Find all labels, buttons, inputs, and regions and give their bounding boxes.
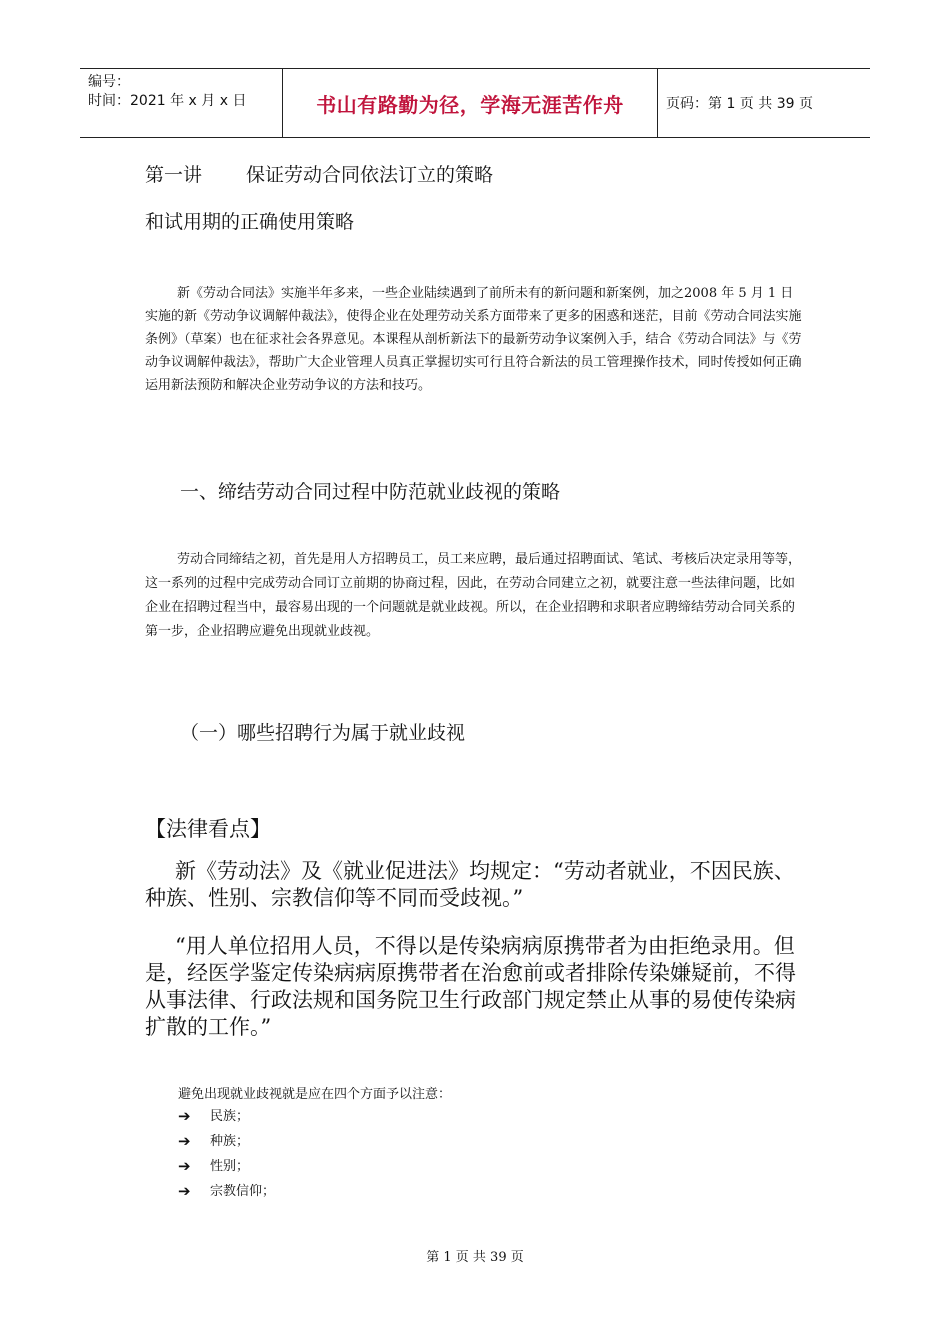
document-time-label: 时间：2021 年 x 月 x 日 — [88, 93, 247, 109]
header-motto: 书山有路勤为径，学海无涯苦作舟 — [316, 92, 624, 117]
arrow-right-icon: ➔ — [178, 1157, 191, 1175]
lecture-title-text: 保证劳动合同依法订立的策略 — [246, 164, 494, 186]
arrow-right-icon: ➔ — [178, 1132, 191, 1150]
list-item-label: 宗教信仰； — [210, 1184, 276, 1199]
page-header — [80, 68, 870, 138]
lecture-title-line1 — [145, 160, 493, 187]
law-paragraph-1: 新《劳动法》及《就业促进法》均规定：“劳动者就业，不因民族、种族、性别、宗教信仰等不同而受歧视。” — [145, 859, 795, 910]
section-paragraph: 劳动合同缔结之初，首先是用人方招聘员工，员工来应聘，最后通过招聘面试、笔试、考核后决定录用等等，这一系列的过程中完成劳动合同订立前期的协商过程，因此，在劳动合同建立之初，就要注意一些法律问题，比如企业在招聘过程当中，最容易出现的一个问题就是就业歧视。所以，在企业招聘和求职者应聘缔结劳动合同关系的第一步，企业招聘应避免出现就业歧视。 — [145, 552, 802, 639]
arrow-right-icon: ➔ — [178, 1107, 191, 1125]
list-item-label: 性别； — [210, 1159, 250, 1174]
list-item — [178, 1104, 275, 1129]
section-heading: 一、缔结劳动合同过程中防范就业歧视的策略 — [180, 481, 561, 503]
law-heading: 【法律看点】 — [145, 817, 271, 841]
header-meta — [80, 69, 282, 137]
page-footer — [0, 1246, 950, 1265]
arrow-right-icon: ➔ — [178, 1182, 191, 1200]
law-paragraph-2: “用人单位招用人员，不得以是传染病病原携带者为由拒绝录用。但是，经医学鉴定传染病病原携带者在治愈前或者排除传染嫌疑前，不得从事法律、行政法规和国务院卫生行政部门规定禁止从事的易使传染病扩散的工作。” — [145, 934, 796, 1039]
intro-paragraph: 新《劳动合同法》实施半年多来，一些企业陆续遇到了前所未有的新问题和新案例，加之2008 年 5 月 1 日实施的新《劳动争议调解仲裁法》，使得企业在处理劳动关系方面带来了更多的困惑和迷茫，目前《劳动合同法实施条例》（草案）也在征求社会各界意见。本课程从剖析新法下的最新劳动争议案例入手，结合《劳动合同法》与《劳动争议调解仲裁法》，帮助广大企业管理人员真正掌握切实可行且符合新法的员工管理操作技术，同时传授如何正确运用新法预防和解决企业劳动争议的方法和技巧。 — [145, 286, 802, 393]
header-motto-cell — [282, 69, 658, 137]
lecture-title-line2: 和试用期的正确使用策略 — [145, 211, 355, 233]
avoid-list — [178, 1104, 275, 1204]
subsection-heading: （一）哪些招聘行为属于就业歧视 — [180, 722, 466, 744]
header-page-info: 页码：第 1 页 共 39 页 — [666, 96, 813, 112]
list-item — [178, 1179, 275, 1204]
avoid-intro: 避免出现就业歧视就是应在四个方面予以注意： — [178, 1087, 452, 1102]
header-page-cell — [658, 69, 870, 137]
list-item-label: 种族； — [210, 1134, 250, 1149]
list-item-label: 民族； — [210, 1109, 250, 1124]
list-item — [178, 1154, 275, 1179]
footer-page-number: 第 1 页 共 39 页 — [426, 1250, 524, 1265]
list-item — [178, 1129, 275, 1154]
document-number-label: 编号： — [88, 74, 130, 90]
lecture-number: 第一讲 — [145, 164, 203, 186]
